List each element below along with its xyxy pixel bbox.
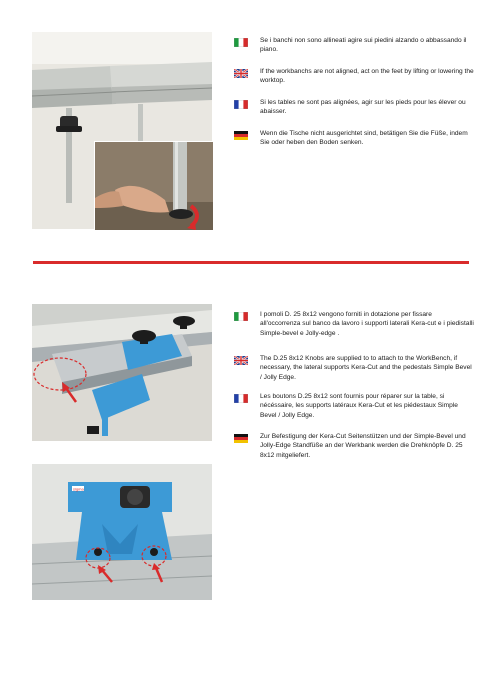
pedestal-machine-photo xyxy=(32,464,212,600)
france-flag-icon xyxy=(234,394,248,403)
italy-flag-icon xyxy=(234,38,248,47)
knobs-on-workbench-photo xyxy=(32,304,212,441)
hand-adjusting-foot-illustration xyxy=(95,142,213,230)
instruction-text-en: The D.25 8x12 Knobs are supplied to to attach to the WorkBench, if necessary, the lateral supports Kera-Cut and the pedestals Simple Bevel / Jolly Edge. xyxy=(260,355,472,381)
blue-pedestal-illustration xyxy=(32,464,212,600)
section2-instructions xyxy=(234,310,474,470)
instruction-text-en: If the workbanchs are not aligned, act on the feet by lifting or lowering the worktop. xyxy=(260,68,474,85)
instruction-text-de: Wenn die Tische nicht ausgerichtet sind, betätigen Sie die Füße, indem Sie oder heben den Boden senken. xyxy=(260,130,468,147)
foot-adjustment-photo xyxy=(94,141,214,231)
instruction-text-it: Se i banchi non sono allineati agire sui piedini alzando o abbassando il piano. xyxy=(260,37,467,54)
instruction-text-fr: Les boutons D.25 8x12 sont fournis pour réparer sur la table, si nécéssaire, les supports latéraux Kera-Cut et les piédestaux Simple Bevel / Jolly Edge. xyxy=(260,393,458,419)
knob-support-illustration xyxy=(32,304,212,441)
germany-flag-icon xyxy=(234,131,248,140)
instruction-text-fr: Si les tables ne sont pas alignées, agir sur les pieds pour les élever ou abaisser. xyxy=(260,99,466,116)
germany-flag-icon xyxy=(234,434,248,443)
brand-logo: sigma xyxy=(73,486,84,492)
italy-flag-icon xyxy=(234,312,248,321)
uk-flag-icon xyxy=(234,356,248,365)
section-divider xyxy=(33,261,469,264)
uk-flag-icon xyxy=(234,69,248,78)
instruction-text-de: Zur Befestigung der Kera-Cut Seitenstützen und der Simple-Bevel und Jolly-Edge Standfüße an der Werkbank werden die Drehknöpfe D. 25 8x12 mitgeliefert. xyxy=(260,433,466,459)
section1-instructions xyxy=(234,36,474,156)
instruction-text-it: I pomoli D. 25 8x12 vengono forniti in dotazione per fissare all'occorrenza sul banco da lavoro i supporti laterali Kera-cut e i piedistalli Simple-bevel e Jolly-edge . xyxy=(260,311,474,337)
france-flag-icon xyxy=(234,100,248,109)
